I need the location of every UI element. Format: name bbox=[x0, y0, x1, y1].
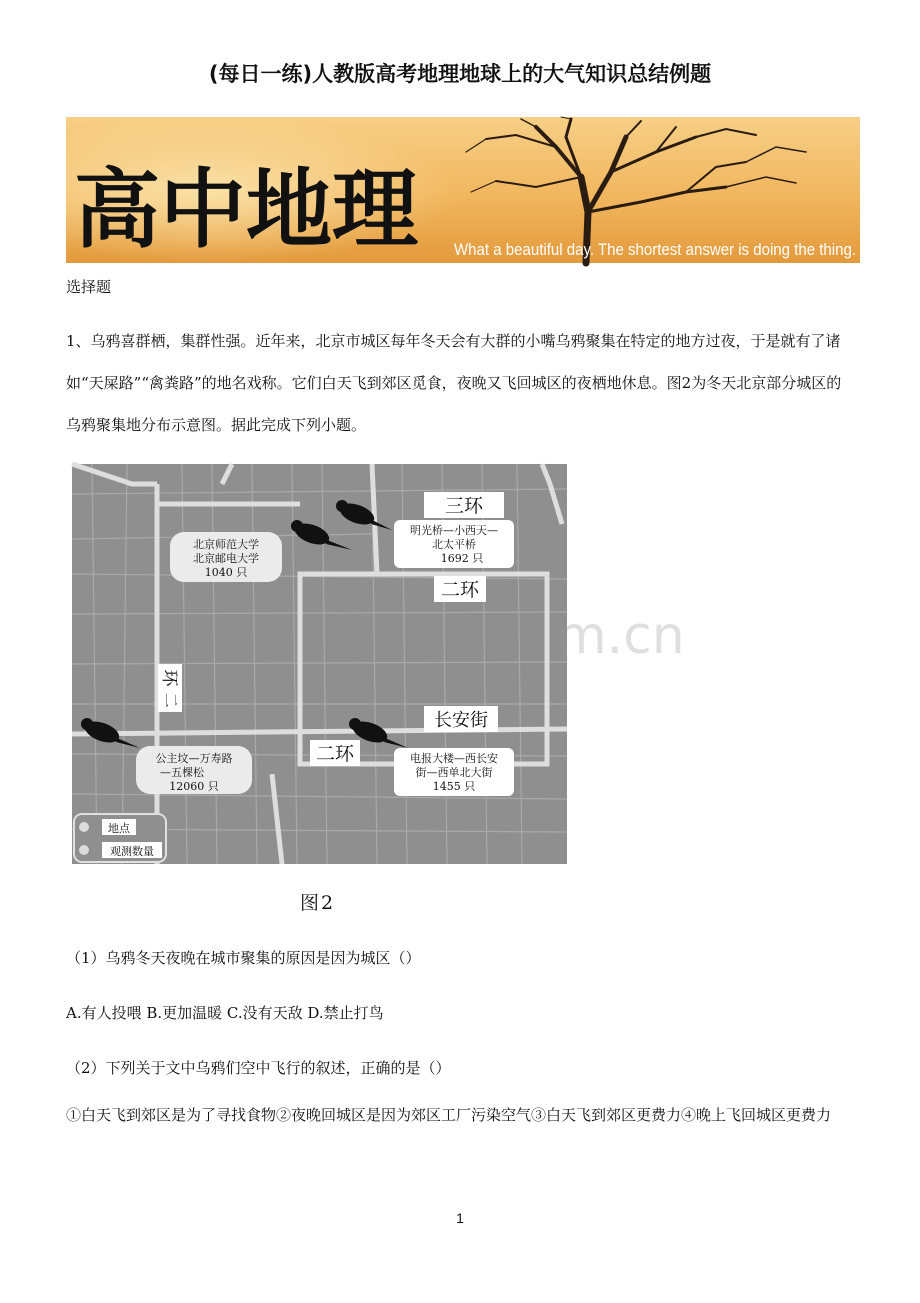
banner-big-text: 高中地理 bbox=[74, 159, 418, 260]
map-legend bbox=[74, 814, 166, 862]
svg-text:1692 只: 1692 只 bbox=[440, 552, 484, 565]
site-label-gongzhufen bbox=[136, 746, 252, 794]
banner-tagline: What a beautiful day. The shortest answer is doing the thing. bbox=[454, 240, 856, 259]
svg-text:北京师范大学: 北京师范大学 bbox=[193, 538, 259, 551]
svg-text:三环: 三环 bbox=[444, 495, 484, 517]
changan-label bbox=[424, 706, 498, 732]
page-number: 1 bbox=[456, 1210, 464, 1226]
svg-text:北太平桥: 北太平桥 bbox=[432, 538, 476, 551]
subquestion-2: （2）下列关于文中乌鸦们空中飞行的叙述，正确的是（） bbox=[66, 1059, 451, 1077]
figure-caption: 图2 bbox=[300, 892, 336, 914]
svg-text:二环: 二环 bbox=[440, 579, 480, 601]
svg-text:公主坟—万寿路: 公主坟—万寿路 bbox=[155, 752, 233, 765]
map-graphic bbox=[72, 464, 567, 864]
ring2-label-vertical bbox=[158, 664, 182, 712]
svg-text:二: 二 bbox=[162, 692, 180, 708]
subquestion-1: （1）乌鸦冬天夜晚在城市聚集的原因是因为城区（） bbox=[66, 949, 421, 967]
svg-text:长安街: 长安街 bbox=[434, 710, 488, 731]
site-label-bnu bbox=[170, 532, 282, 582]
svg-text:1455 只: 1455 只 bbox=[432, 780, 476, 793]
svg-text:观测数量: 观测数量 bbox=[110, 845, 154, 858]
svg-text:北京邮电大学: 北京邮电大学 bbox=[193, 552, 259, 565]
svg-text:—五棵松: —五棵松 bbox=[160, 766, 204, 779]
subquestion-2-statements: ①白天飞到郊区是为了寻找食物②夜晚回城区是因为郊区工厂污染空气③白天飞到郊区更费力④晚上飞回城区更费力 bbox=[66, 1106, 832, 1124]
ring3-label bbox=[424, 492, 504, 518]
site-label-mingguang bbox=[394, 520, 514, 568]
banner-image bbox=[66, 117, 860, 263]
svg-text:环: 环 bbox=[159, 669, 179, 687]
svg-text:二环: 二环 bbox=[315, 743, 355, 765]
svg-text:12060 只: 12060 只 bbox=[169, 780, 219, 793]
watermark: m.cn bbox=[556, 606, 685, 666]
svg-text:地点: 地点 bbox=[108, 822, 130, 835]
crow-distribution-map bbox=[72, 464, 567, 864]
svg-text:电报大楼—西长安: 电报大楼—西长安 bbox=[410, 752, 498, 765]
site-label-dianbao bbox=[394, 748, 514, 796]
section-label: 选择题 bbox=[66, 278, 112, 296]
svg-text:1040 只: 1040 只 bbox=[204, 566, 248, 579]
question-stem: 1、乌鸦喜群栖，集群性强。近年来，北京市城区每年冬天会有大群的小嘴乌鸦聚集在特定的地方过夜，于是就有了诸如“天屎路”“禽粪路”的地名戏称。它们白天飞到郊区觅食，夜晚又飞回城区的夜栖地休息。图2为冬天北京部分城区的乌鸦聚集地分布示意图。据此完成下列小题。 bbox=[66, 332, 842, 434]
banner-graphic bbox=[66, 117, 860, 263]
svg-text:明光桥—小西天—: 明光桥—小西天— bbox=[410, 524, 498, 537]
document-title: (每日一练)人教版高考地理地球上的大气知识总结例题 bbox=[208, 62, 712, 86]
svg-text:街—西单北大街: 街—西单北大街 bbox=[415, 766, 493, 779]
ring2-label-top bbox=[434, 576, 486, 602]
ring2-label-bottom bbox=[310, 740, 360, 766]
subquestion-1-options: A.有人投喂 B.更加温暖 C.没有天敌 D.禁止打鸟 bbox=[66, 1004, 384, 1022]
